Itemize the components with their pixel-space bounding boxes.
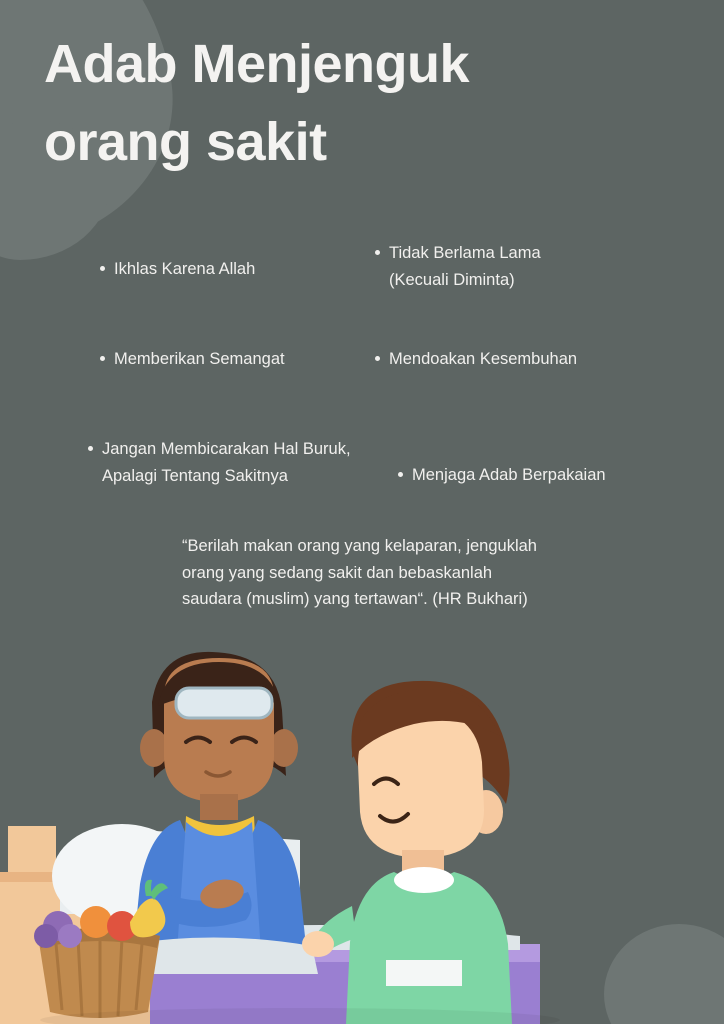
list-item: Mendoakan Kesembuhan — [375, 346, 649, 373]
list-item: Tidak Berlama Lama (Kecuali Diminta) — [375, 240, 599, 293]
page-title-line-2: orang sakit — [44, 111, 327, 172]
hadith-quote: “Berilah makan orang yang kelaparan, jenguklah orang yang sedang sakit dan bebaskanlah saudara (muslim) yang tertawan“. (HR Bukhari) — [182, 537, 537, 609]
list-item: Menjaga Adab Berpakaian — [398, 462, 612, 489]
page-title — [44, 26, 664, 182]
adab-points-list — [0, 240, 724, 520]
sick-person-visited-by-child-illustration — [0, 644, 724, 1024]
list-item: Jangan Membicarakan Hal Buruk, Apalagi Tentang Sakitnya — [88, 436, 362, 489]
page-title-line-1: Adab Menjenguk — [44, 34, 470, 94]
list-item: Memberikan Semangat — [100, 346, 354, 373]
list-item: Ikhlas Karena Allah — [100, 256, 354, 283]
